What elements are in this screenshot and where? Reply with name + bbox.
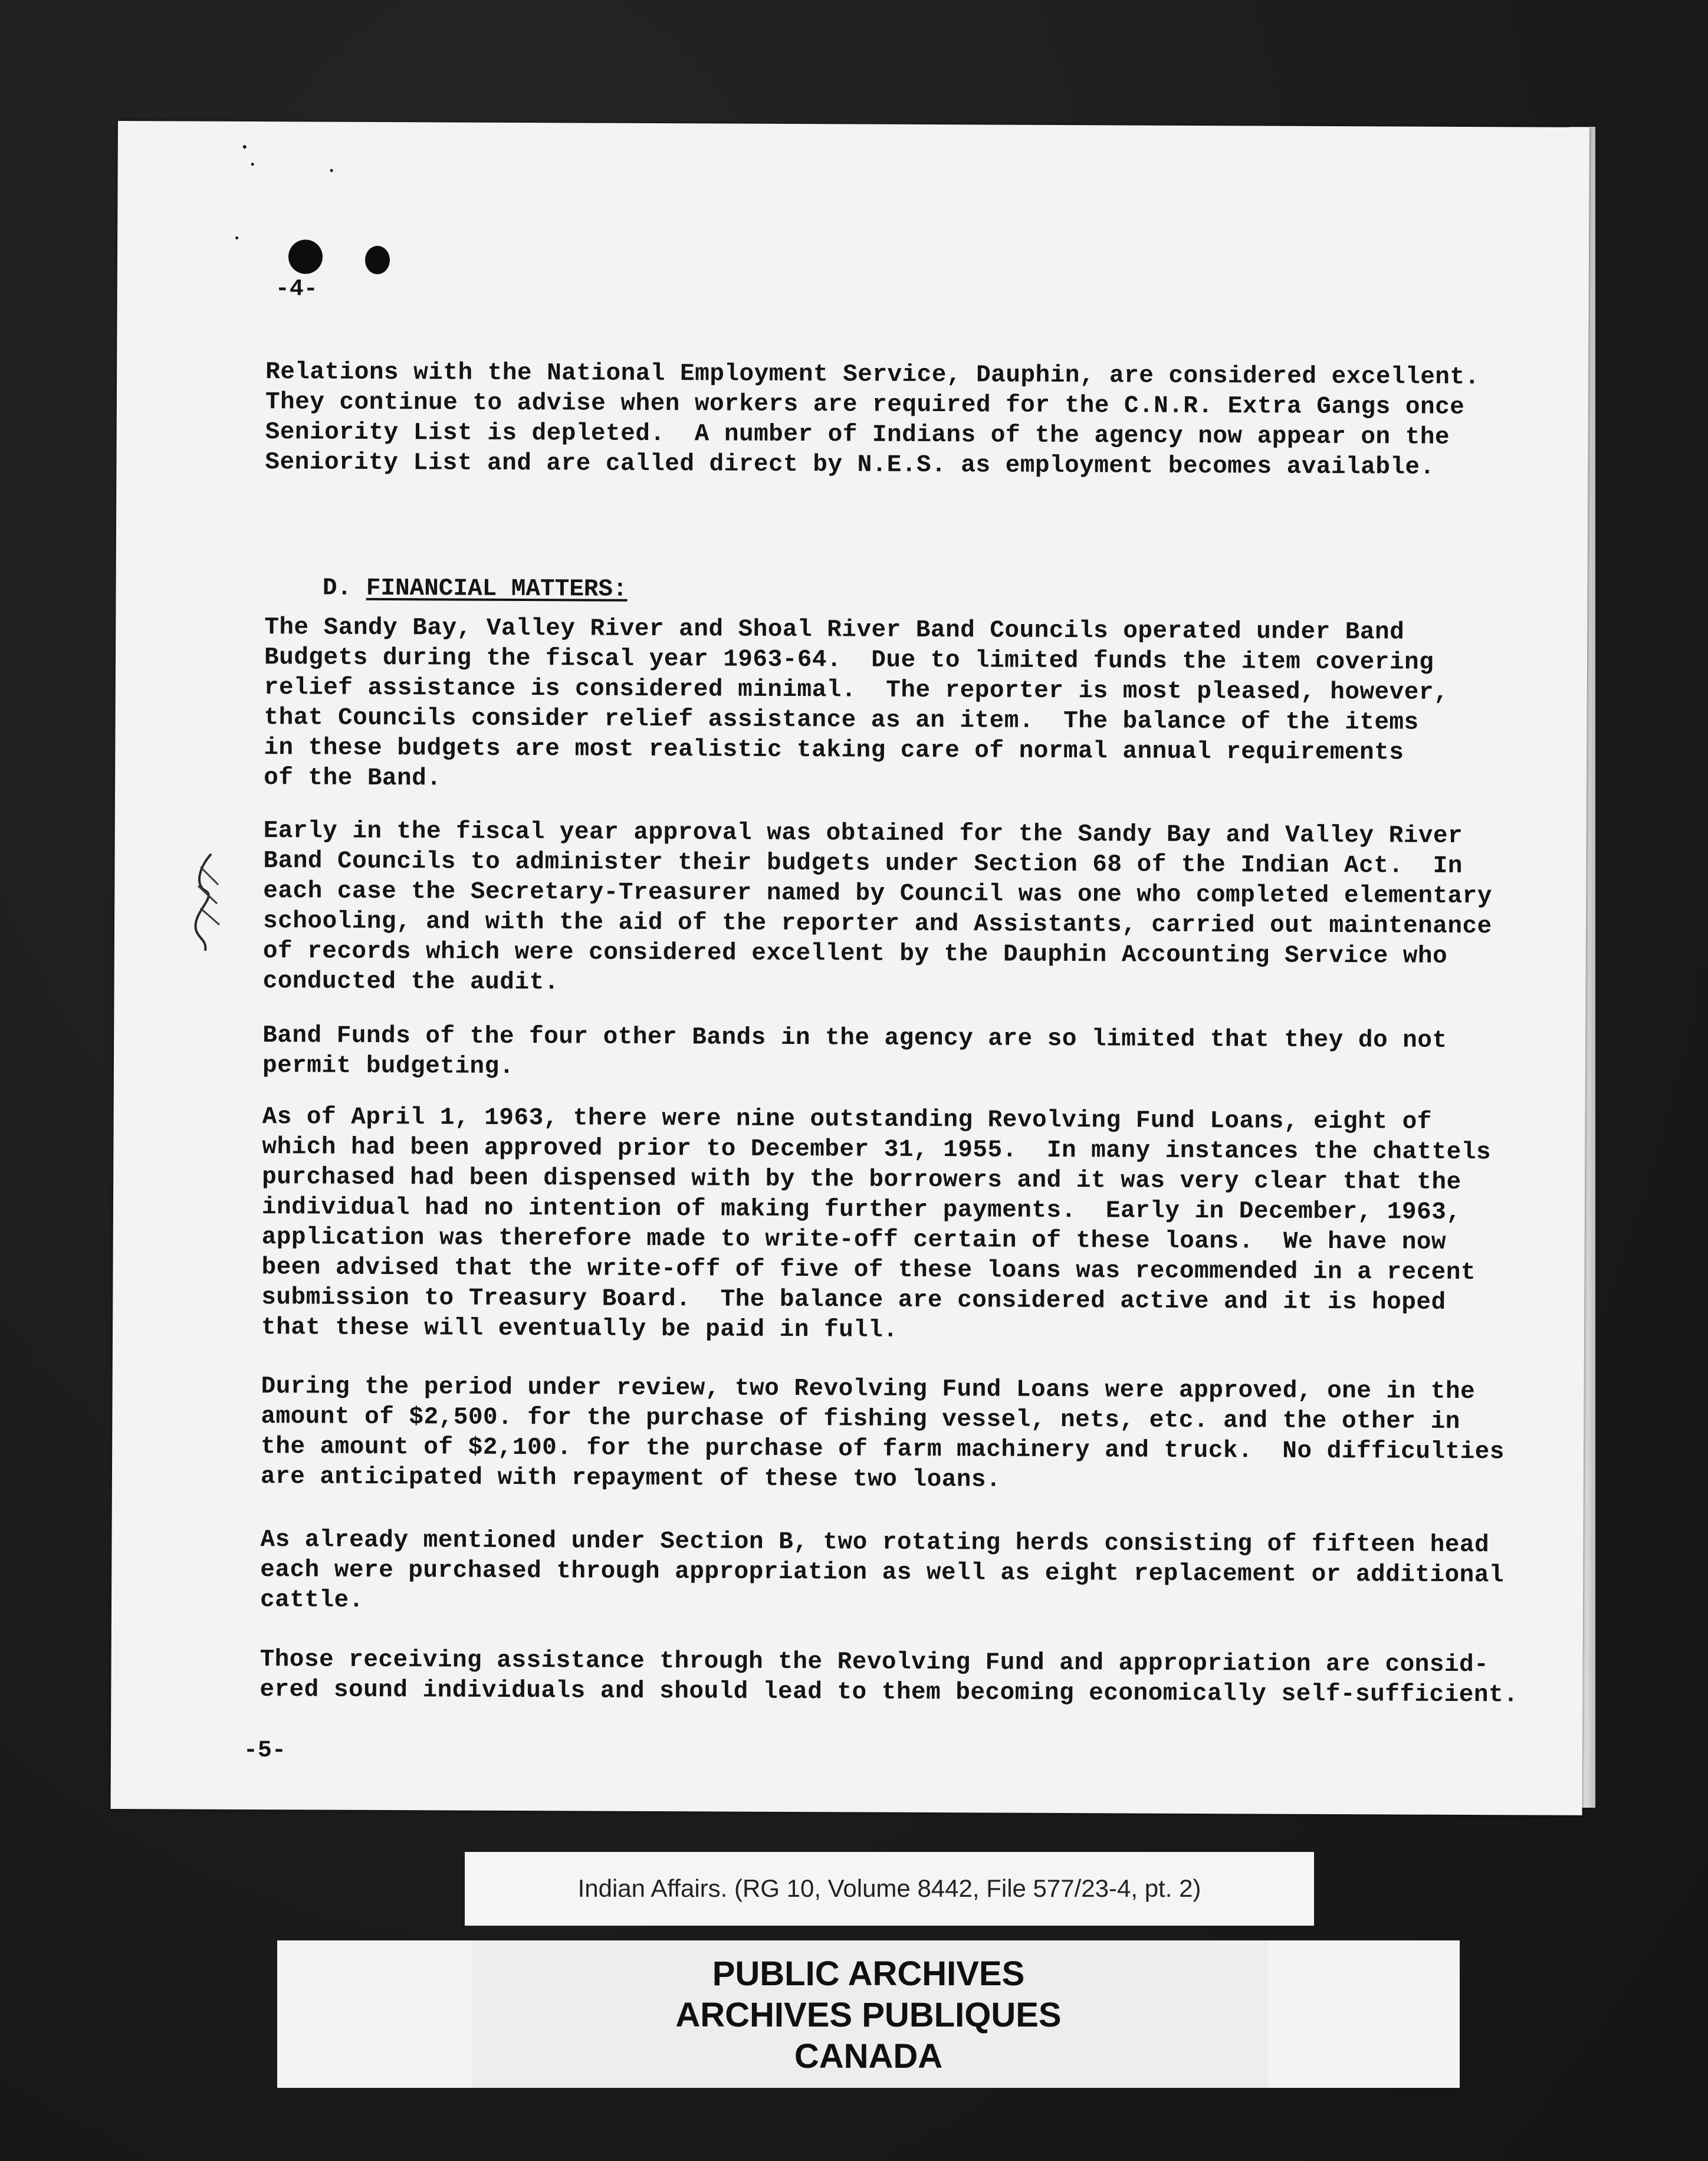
text-line: Band Funds of the four other Bands in the agency are so limited that they do not	[262, 1022, 1447, 1055]
archive-citation-label	[465, 1852, 1314, 1926]
text-line: Early in the fiscal year approval was obtained for the Sandy Bay and Valley River	[263, 817, 1463, 850]
text-line: Relations with the National Employment Service, Dauphin, are considered excellent.	[265, 359, 1480, 392]
section-heading-title: FINANCIAL MATTERS:	[366, 574, 628, 603]
text-line: application was therefore made to write-off certain of these loans. We have now	[261, 1224, 1447, 1256]
punch-hole-mark	[288, 239, 323, 274]
archive-line-2: ARCHIVES PUBLIQUES	[675, 1996, 1062, 2034]
document-page	[111, 121, 1589, 1815]
text-line: of the Band.	[264, 764, 442, 793]
text-line: each case the Secretary-Treasurer named by Council was one who completed elementary	[263, 878, 1493, 911]
text-line: which had been approved prior to December 31, 1955. In many instances the chattels	[262, 1134, 1492, 1167]
page-number-bottom: -5-	[243, 1737, 287, 1765]
text-line: Seniority List and are called direct by N.E.S. as employment becomes available.	[265, 449, 1435, 481]
handwritten-initials-mark	[188, 849, 229, 955]
text-line: purchased had been dispensed with by the borrowers and it was very clear that the	[262, 1164, 1461, 1196]
text-line: each were purchased through appropriation as well as eight replacement or additional	[260, 1556, 1505, 1589]
text-line: As of April 1, 1963, there were nine outstanding Revolving Fund Loans, eight of	[262, 1104, 1432, 1136]
archive-line-3: CANADA	[794, 2037, 943, 2075]
text-line: are anticipated with repayment of these two loans.	[260, 1463, 1001, 1494]
text-line: that these will eventually be paid in full.	[261, 1314, 898, 1344]
text-line: in these budgets are most realistic taking care of normal annual requirements	[264, 734, 1404, 767]
punch-hole-mark	[365, 246, 390, 274]
text-line: the amount of $2,100. for the purchase of farm machinery and truck. No difficulties	[261, 1433, 1505, 1466]
archive-stamp	[277, 1940, 1460, 2088]
text-line: The Sandy Bay, Valley River and Shoal River Band Councils operated under Band	[264, 614, 1405, 646]
archive-citation: Indian Affairs. (RG 10, Volume 8442, File 577/23-4, pt. 2)	[577, 1874, 1201, 1902]
text-line: submission to Treasury Board. The balance are considered active and it is hoped	[261, 1284, 1446, 1316]
text-line: During the period under review, two Revolving Fund Loans were approved, one in the	[261, 1373, 1476, 1406]
text-line: Budgets during the fiscal year 1963-64. Due to limited funds the item covering	[264, 644, 1434, 676]
speck-mark	[330, 169, 333, 172]
text-line: cattle.	[260, 1587, 364, 1614]
text-line: conducted the audit.	[262, 968, 559, 997]
text-line: permit budgeting.	[262, 1052, 514, 1080]
text-line: amount of $2,500. for the purchase of fishing vessel, nets, etc. and the other in	[261, 1403, 1460, 1436]
text-line: relief assistance is considered minimal. The reporter is most pleased, however,	[264, 674, 1449, 707]
text-line: ered sound individuals and should lead to them becoming economically self-sufficient.	[260, 1676, 1519, 1709]
page-number-top: -4-	[275, 276, 318, 303]
text-line: individual had no intention of making further payments. Early in December, 1963,	[261, 1194, 1461, 1226]
text-line: Those receiving assistance through the Revolving Fund and appropriation are consid-	[260, 1646, 1489, 1679]
text-line: of records which were considered excellent by the Dauphin Accounting Service who	[262, 938, 1448, 970]
text-line: Band Councils to administer their budgets under Section 68 of the Indian Act. In	[263, 848, 1463, 880]
speck-mark	[235, 237, 238, 239]
archive-line-1: PUBLIC ARCHIVES	[712, 1955, 1025, 1993]
text-line: schooling, and with the aid of the reporter and Assistants, carried out maintenance	[262, 908, 1492, 941]
text-line: been advised that the write-off of five of these loans was recommended in a recent	[261, 1254, 1476, 1287]
speck-mark	[251, 163, 254, 166]
section-heading-prefix: D.	[322, 574, 366, 602]
text-line: Seniority List is depleted. A number of Indians of the agency now appear on the	[265, 419, 1450, 451]
text-line: that Councils consider relief assistance as an item. The balance of the items	[264, 704, 1419, 737]
text-line: They continue to advise when workers are required for the C.N.R. Extra Gangs once	[265, 389, 1465, 421]
speck-mark	[243, 145, 247, 149]
text-line: As already mentioned under Section B, two rotating herds consisting of fifteen head	[260, 1526, 1490, 1559]
